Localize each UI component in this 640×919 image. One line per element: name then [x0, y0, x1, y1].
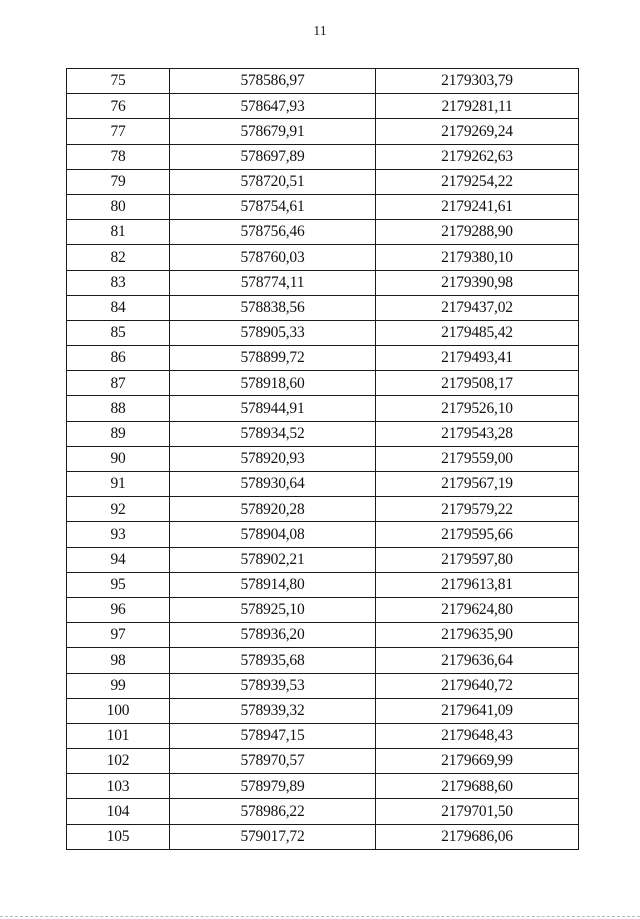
point-number-cell: 100	[67, 698, 170, 723]
point-number-cell: 79	[67, 169, 170, 194]
x-coordinate-cell: 578902,21	[170, 547, 376, 572]
x-coordinate-cell: 578720,51	[170, 169, 376, 194]
y-coordinate-cell: 2179648,43	[376, 723, 579, 748]
point-number-cell: 82	[67, 245, 170, 270]
y-coordinate-cell: 2179390,98	[376, 270, 579, 295]
table-row	[67, 245, 579, 270]
point-number-cell: 88	[67, 396, 170, 421]
y-coordinate-cell: 2179595,66	[376, 522, 579, 547]
point-number-cell: 96	[67, 597, 170, 622]
table-row	[67, 597, 579, 622]
x-coordinate-cell: 578939,32	[170, 698, 376, 723]
point-number-cell: 90	[67, 446, 170, 471]
point-number-cell: 84	[67, 295, 170, 320]
x-coordinate-cell: 578930,64	[170, 472, 376, 497]
point-number-cell: 87	[67, 371, 170, 396]
y-coordinate-cell: 2179640,72	[376, 673, 579, 698]
table-row	[67, 220, 579, 245]
y-coordinate-cell: 2179613,81	[376, 572, 579, 597]
point-number-cell: 78	[67, 144, 170, 169]
table-row	[67, 446, 579, 471]
x-coordinate-cell: 578904,08	[170, 522, 376, 547]
x-coordinate-cell: 578774,11	[170, 270, 376, 295]
x-coordinate-cell: 578905,33	[170, 320, 376, 345]
point-number-cell: 101	[67, 723, 170, 748]
point-number-cell: 102	[67, 749, 170, 774]
table-row	[67, 295, 579, 320]
table-row	[67, 648, 579, 673]
table-row	[67, 346, 579, 371]
x-coordinate-cell: 578679,91	[170, 119, 376, 144]
y-coordinate-cell: 2179543,28	[376, 421, 579, 446]
point-number-cell: 97	[67, 623, 170, 648]
point-number-cell: 98	[67, 648, 170, 673]
y-coordinate-cell: 2179579,22	[376, 497, 579, 522]
x-coordinate-cell: 578939,53	[170, 673, 376, 698]
y-coordinate-cell: 2179437,02	[376, 295, 579, 320]
y-coordinate-cell: 2179303,79	[376, 69, 579, 94]
page-number: 11	[313, 24, 327, 39]
y-coordinate-cell: 2179281,11	[376, 94, 579, 119]
point-number-cell: 93	[67, 522, 170, 547]
table-row	[67, 270, 579, 295]
x-coordinate-cell: 578914,80	[170, 572, 376, 597]
y-coordinate-cell: 2179624,80	[376, 597, 579, 622]
y-coordinate-cell: 2179485,42	[376, 320, 579, 345]
table-row	[67, 547, 579, 572]
table-row	[67, 497, 579, 522]
y-coordinate-cell: 2179526,10	[376, 396, 579, 421]
point-number-cell: 85	[67, 320, 170, 345]
point-number-cell: 86	[67, 346, 170, 371]
y-coordinate-cell: 2179597,80	[376, 547, 579, 572]
point-number-cell: 95	[67, 572, 170, 597]
table-row	[67, 69, 579, 94]
x-coordinate-cell: 578936,20	[170, 623, 376, 648]
table-row	[67, 194, 579, 219]
y-coordinate-cell: 2179288,90	[376, 220, 579, 245]
point-number-cell: 103	[67, 774, 170, 799]
x-coordinate-cell: 578697,89	[170, 144, 376, 169]
table-row	[67, 799, 579, 824]
table-row	[67, 749, 579, 774]
point-number-cell: 91	[67, 472, 170, 497]
point-number-cell: 76	[67, 94, 170, 119]
table-row	[67, 774, 579, 799]
x-coordinate-cell: 578920,28	[170, 497, 376, 522]
table-row	[67, 421, 579, 446]
point-number-cell: 104	[67, 799, 170, 824]
x-coordinate-cell: 578920,93	[170, 446, 376, 471]
x-coordinate-cell: 578756,46	[170, 220, 376, 245]
table-row	[67, 698, 579, 723]
y-coordinate-cell: 2179262,63	[376, 144, 579, 169]
y-coordinate-cell: 2179493,41	[376, 346, 579, 371]
y-coordinate-cell: 2179508,17	[376, 371, 579, 396]
x-coordinate-cell: 578918,60	[170, 371, 376, 396]
x-coordinate-cell: 578979,89	[170, 774, 376, 799]
x-coordinate-cell: 578899,72	[170, 346, 376, 371]
point-number-cell: 75	[67, 69, 170, 94]
point-number-cell: 81	[67, 220, 170, 245]
y-coordinate-cell: 2179380,10	[376, 245, 579, 270]
coordinates-table-body	[67, 69, 579, 850]
x-coordinate-cell: 578934,52	[170, 421, 376, 446]
table-row	[67, 320, 579, 345]
table-row	[67, 371, 579, 396]
table-row	[67, 472, 579, 497]
x-coordinate-cell: 578970,57	[170, 749, 376, 774]
x-coordinate-cell: 578586,97	[170, 69, 376, 94]
coordinates-table	[66, 68, 579, 850]
y-coordinate-cell: 2179636,64	[376, 648, 579, 673]
y-coordinate-cell: 2179635,90	[376, 623, 579, 648]
y-coordinate-cell: 2179269,24	[376, 119, 579, 144]
point-number-cell: 83	[67, 270, 170, 295]
y-coordinate-cell: 2179567,19	[376, 472, 579, 497]
table-row	[67, 396, 579, 421]
table-row	[67, 623, 579, 648]
table-row	[67, 572, 579, 597]
table-row	[67, 144, 579, 169]
page-bottom-edge	[0, 916, 640, 917]
table-row	[67, 723, 579, 748]
x-coordinate-cell: 578986,22	[170, 799, 376, 824]
table-row	[67, 824, 579, 849]
y-coordinate-cell: 2179559,00	[376, 446, 579, 471]
table-row	[67, 169, 579, 194]
point-number-cell: 99	[67, 673, 170, 698]
x-coordinate-cell: 578647,93	[170, 94, 376, 119]
x-coordinate-cell: 578754,61	[170, 194, 376, 219]
point-number-cell: 105	[67, 824, 170, 849]
x-coordinate-cell: 578838,56	[170, 295, 376, 320]
y-coordinate-cell: 2179669,99	[376, 749, 579, 774]
x-coordinate-cell: 578760,03	[170, 245, 376, 270]
x-coordinate-cell: 579017,72	[170, 824, 376, 849]
y-coordinate-cell: 2179254,22	[376, 169, 579, 194]
table-row	[67, 94, 579, 119]
point-number-cell: 94	[67, 547, 170, 572]
y-coordinate-cell: 2179688,60	[376, 774, 579, 799]
point-number-cell: 89	[67, 421, 170, 446]
x-coordinate-cell: 578935,68	[170, 648, 376, 673]
table-row	[67, 119, 579, 144]
x-coordinate-cell: 578947,15	[170, 723, 376, 748]
point-number-cell: 77	[67, 119, 170, 144]
x-coordinate-cell: 578925,10	[170, 597, 376, 622]
y-coordinate-cell: 2179241,61	[376, 194, 579, 219]
table-row	[67, 673, 579, 698]
y-coordinate-cell: 2179686,06	[376, 824, 579, 849]
y-coordinate-cell: 2179641,09	[376, 698, 579, 723]
point-number-cell: 80	[67, 194, 170, 219]
x-coordinate-cell: 578944,91	[170, 396, 376, 421]
point-number-cell: 92	[67, 497, 170, 522]
y-coordinate-cell: 2179701,50	[376, 799, 579, 824]
table-row	[67, 522, 579, 547]
